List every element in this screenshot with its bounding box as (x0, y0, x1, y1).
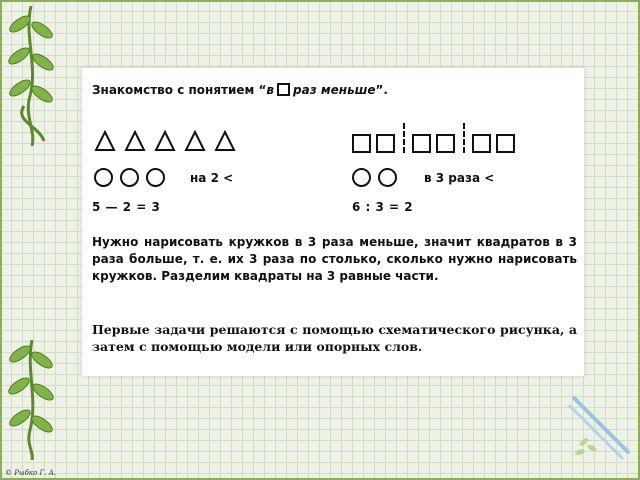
author-credit: © Рыбко Г. А. (5, 469, 57, 477)
left-equation: 5 — 2 = 3 (92, 200, 161, 214)
square-shape (472, 134, 491, 153)
left-circles-row (94, 168, 172, 187)
slide-content (82, 68, 584, 376)
vine-decoration-top (4, 6, 58, 146)
title-prefix: Знакомство с понятием “ (92, 83, 267, 97)
left-comparison-label: на 2 < (190, 171, 234, 185)
right-equation: 6 : 3 = 2 (352, 200, 414, 214)
triangle-shape (184, 130, 206, 152)
method-paragraph: Первые задачи решаются с помощью схематического рисунка, а затем с помощью модели или опорных слов. (92, 322, 577, 354)
slide-title (92, 83, 388, 97)
triangle-shape (154, 130, 176, 152)
square-shape (352, 134, 371, 153)
title-italic-end: раз меньше (293, 83, 376, 97)
triangle-shape (214, 130, 236, 152)
title-italic-start: в (266, 83, 274, 97)
squares-row (352, 123, 520, 153)
empty-box-icon (277, 83, 290, 96)
vine-decoration-bottom (4, 340, 58, 460)
right-circles-row (352, 168, 404, 187)
triangle-shape (124, 130, 146, 152)
circle-shape (120, 168, 139, 187)
group-divider (463, 123, 465, 153)
right-comparison-label: в 3 раза < (424, 171, 495, 185)
square-shape (496, 134, 515, 153)
square-shape (376, 134, 395, 153)
circle-shape (146, 168, 165, 187)
triangle-shape (94, 130, 116, 152)
triangles-row (94, 130, 244, 152)
circle-shape (94, 168, 113, 187)
square-shape (436, 134, 455, 153)
group-divider (403, 123, 405, 153)
title-suffix: ”. (375, 83, 388, 97)
pencil-decoration-icon (566, 392, 636, 462)
square-shape (412, 134, 431, 153)
circle-shape (378, 168, 397, 187)
explanation-paragraph: Нужно нарисовать кружков в 3 раза меньше, значит квадратов в 3 раза больше, т. е. их 3 раза по столько, сколько нужно нарисовать кружков. Разделим квадраты на 3 равные части. (92, 235, 577, 283)
circle-shape (352, 168, 371, 187)
